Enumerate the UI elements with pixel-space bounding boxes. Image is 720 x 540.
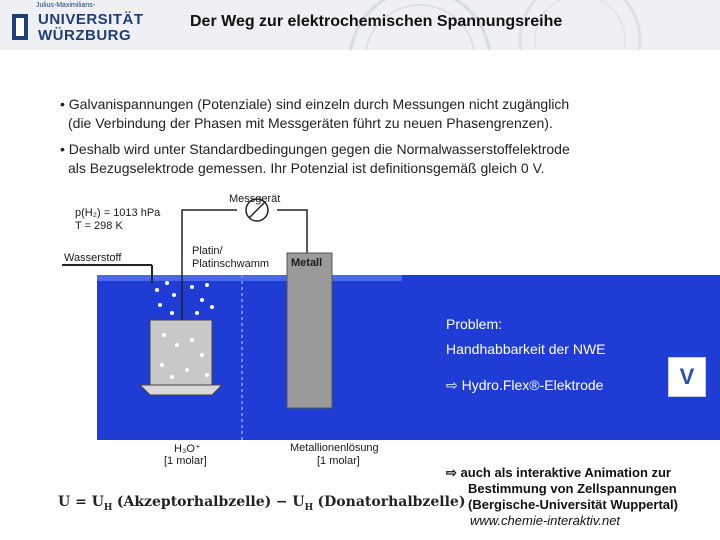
website-link[interactable]: www.chemie-interaktiv.net	[470, 513, 621, 528]
problem-heading: Problem:	[446, 316, 503, 332]
h3o-label-2: [1 molar]	[164, 455, 207, 467]
arrow-right-icon: ⇨	[446, 465, 457, 480]
formula-term1-arg: (Akzeptorhalbzelle)	[116, 494, 272, 510]
university-logo[interactable]	[10, 2, 160, 48]
formula-term1-symbol: U	[91, 494, 104, 510]
platinum-label-1: Platin/	[192, 245, 223, 257]
animation-note-line-3: (Bergische-Universität Wuppertal)	[468, 497, 678, 512]
formula-minus: −	[275, 494, 293, 510]
temperature-label: T = 298 K	[75, 220, 123, 232]
cell-voltage-formula	[58, 494, 465, 513]
meter-label: Messgerät	[229, 193, 281, 205]
slide-title: Der Weg zur elektrochemischen Spannungsreihe	[190, 13, 563, 30]
animation-note-line-2: Bestimmung von Zellspannungen	[468, 481, 677, 496]
formula-term2-sub: H	[304, 502, 314, 513]
animation-note-line-1	[446, 465, 678, 481]
animation-note-text-1: auch als interaktive Animation zur	[460, 465, 671, 480]
cell-diagram	[62, 195, 402, 480]
bullet-1-line-2: (die Verbindung der Phasen mit Messgeräten führt zu neuen Phasengrenzen).	[68, 115, 553, 131]
animation-note	[446, 465, 678, 529]
hydroflex-line	[446, 377, 603, 394]
pressure-label: p(H₂) = 1013 hPa	[75, 207, 161, 219]
logo-line-1: UNIVERSITÄT	[38, 11, 144, 28]
metal-ion-label-1: Metallionenlösung	[290, 442, 379, 454]
metal-ion-label-2: [1 molar]	[317, 455, 360, 467]
video-button[interactable]	[668, 357, 706, 397]
bullet-1	[60, 95, 680, 133]
university-shield-icon	[10, 12, 30, 42]
problem-text: Handhabbarkeit der NWE	[446, 341, 606, 357]
formula-term2-arg: (Donatorhalbzelle)	[317, 494, 466, 510]
logo-line-2: WÜRZBURG	[38, 27, 132, 44]
arrow-right-icon: ⇨	[446, 377, 458, 393]
formula-term2-symbol: U	[292, 494, 305, 510]
metal-label: Metall	[291, 257, 323, 269]
header-bar	[0, 0, 720, 50]
bullet-1-line-1: • Galvanispannungen (Potenziale) sind einzeln durch Messungen nicht zugänglich	[60, 96, 570, 112]
bullet-2-line-2: als Bezugselektrode gemessen. Ihr Potenzial ist definitionsgemäß gleich 0 V.	[68, 160, 545, 176]
bullet-2-line-1: • Deshalb wird unter Standardbedingungen gegen die Normalwasserstoffelektrode	[60, 141, 570, 157]
electrochemical-cell-figure	[62, 195, 402, 480]
formula-lhs: U =	[58, 494, 92, 510]
video-button-label: V	[679, 364, 695, 389]
platinum-label-2: Platinschwamm	[192, 258, 270, 270]
h3o-label-1: H₃O⁺	[174, 443, 201, 455]
hydroflex-label: Hydro.Flex®-Elektrode	[461, 377, 604, 393]
logo-prefix: Julius-Maximilians-	[36, 2, 96, 9]
hydrogen-label: Wasserstoff	[64, 252, 122, 264]
formula-term1-sub: H	[103, 502, 113, 513]
bullet-2	[60, 140, 680, 178]
